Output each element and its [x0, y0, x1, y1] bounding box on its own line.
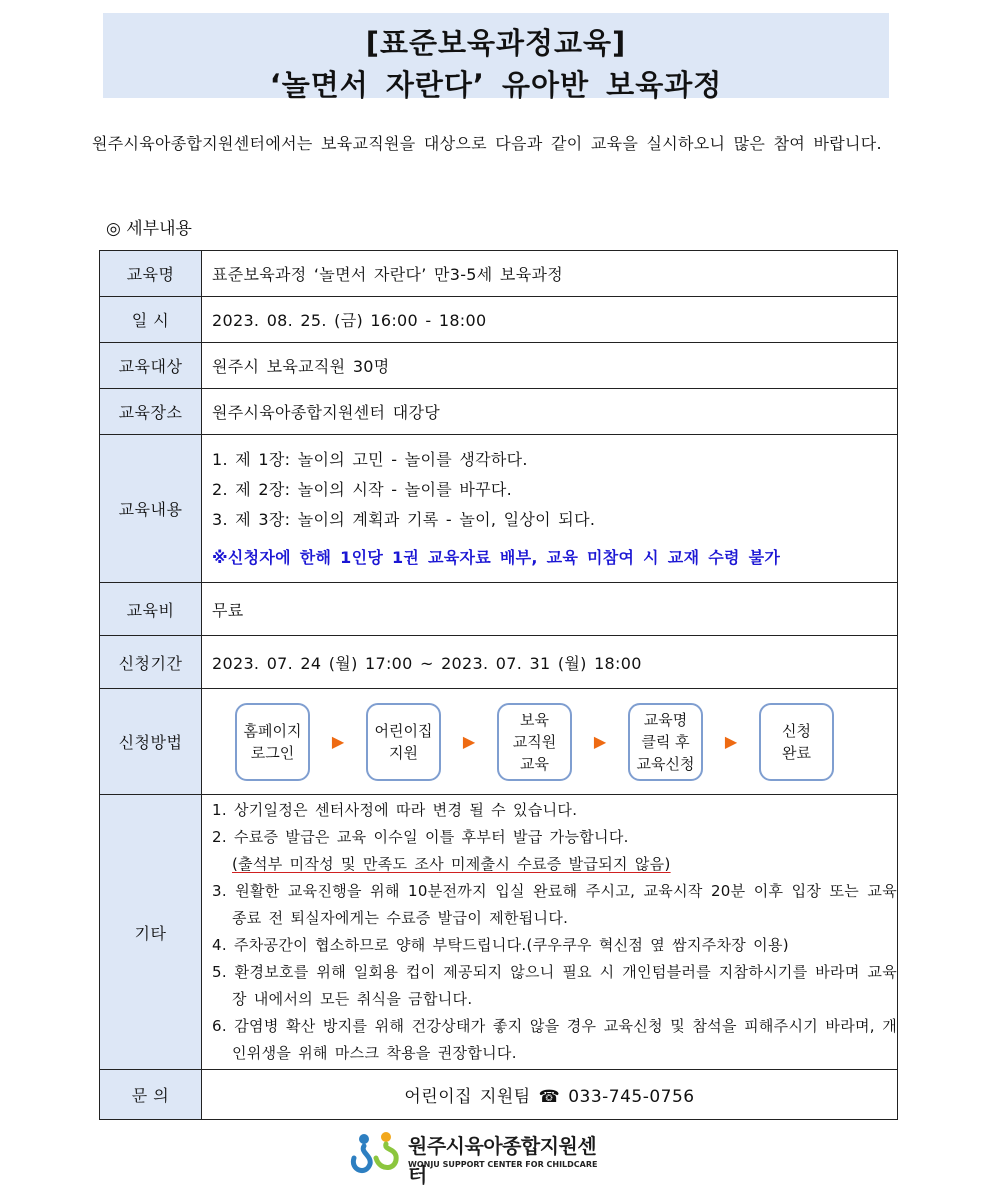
- label-contact: 문 의: [100, 1070, 202, 1120]
- content-item: 2. 제 2장: 놀이의 시작 - 놀이를 바꾸다.: [212, 479, 513, 499]
- content-item: 1. 제 1장: 놀이의 고민 - 놀이를 생각하다.: [212, 449, 528, 469]
- row-content: [100, 435, 898, 583]
- value-contact: 어린이집 지원팀 ☎ 033-745-0756: [202, 1070, 898, 1120]
- label-fee: 교육비: [100, 583, 202, 636]
- value-course-name: 표준보육과정 ‘놀면서 자란다’ 만3-5세 보육과정: [202, 251, 898, 297]
- label-misc: 기타: [100, 795, 202, 1070]
- org-logo: [346, 1128, 606, 1187]
- row-datetime: [100, 297, 898, 343]
- row-target: [100, 343, 898, 389]
- details-table: [99, 250, 898, 1120]
- misc-item: 6. 감염병 확산 방지를 위해 건강상태가 좋지 않을 경우 교육신청 및 참석을 피해주시기 바라며, 개인위생을 위해 마스크 착용을 권장합니다.: [212, 1017, 897, 1062]
- label-course-name: 교육명: [100, 251, 202, 297]
- content-item: 3. 제 3장: 놀이의 계획과 기록 - 놀이, 일상이 되다.: [212, 509, 596, 529]
- row-place: [100, 389, 898, 435]
- org-name: 원주시육아종합지원센터: [408, 1134, 597, 1187]
- step-staff-education: 보육 교직원 교육: [497, 703, 572, 781]
- step-daycare-support: 어린이집 지원: [366, 703, 441, 781]
- row-fee: [100, 583, 898, 636]
- value-method: [202, 689, 898, 795]
- misc-item: 3. 원활한 교육진행을 위해 10분전까지 입실 완료해 주시고, 교육시작 20분 이후 입장 또는 교육 종료 전 퇴실자에게는 수료증 발급이 제한됩니다.: [212, 882, 897, 927]
- value-target: 원주시 보육교직원 30명: [202, 343, 898, 389]
- application-flow: [202, 703, 897, 781]
- row-method: [100, 689, 898, 795]
- step-homepage-login: 홈페이지 로그인: [235, 703, 310, 781]
- arrow-right-icon: ▶: [724, 732, 738, 751]
- misc-item: 1. 상기일정은 센터사정에 따라 변경 될 수 있습니다.: [212, 801, 578, 819]
- label-target: 교육대상: [100, 343, 202, 389]
- label-period: 신청기간: [100, 636, 202, 689]
- misc-item-note: (출석부 미작성 및 만족도 조사 미제출시 수료증 발급되지 않음): [232, 855, 671, 873]
- section-label: ◎ 세부내용: [106, 219, 192, 239]
- arrow-right-icon: ▶: [331, 732, 345, 751]
- step-click-apply: 교육명 클릭 후 교육신청: [628, 703, 703, 781]
- misc-item: 2. 수료증 발급은 교육 이수일 이틀 후부터 발급 가능합니다.: [212, 828, 629, 846]
- label-method: 신청방법: [100, 689, 202, 795]
- row-period: [100, 636, 898, 689]
- row-contact: [100, 1070, 898, 1120]
- org-name-en: WONJU SUPPORT CENTER FOR CHILDCARE: [408, 1160, 598, 1169]
- arrow-right-icon: ▶: [593, 732, 607, 751]
- value-content: [202, 435, 898, 583]
- label-place: 교육장소: [100, 389, 202, 435]
- content-note: ※신청자에 한해 1인당 1권 교육자료 배부, 교육 미참여 시 교재 수령 불가: [212, 547, 781, 567]
- value-period: 2023. 07. 24 (월) 17:00 ~ 2023. 07. 31 (월) 18:00: [202, 636, 898, 689]
- label-datetime: 일 시: [100, 297, 202, 343]
- intro-paragraph: 원주시육아종합지원센터에서는 보육교직원을 대상으로 다음과 같이 교육을 실시하오니 많은 참여 바랍니다.: [92, 134, 882, 153]
- title-line-2: ‘놀면서 자란다’ 유아반 보육과정: [269, 68, 723, 102]
- value-fee: 무료: [202, 583, 898, 636]
- title-banner: [103, 13, 889, 102]
- title-line-1: [표준보육과정교육]: [365, 26, 627, 60]
- value-datetime: 2023. 08. 25. (금) 16:00 - 18:00: [202, 297, 898, 343]
- value-place: 원주시육아종합지원센터 대강당: [202, 389, 898, 435]
- misc-item: 5. 환경보호를 위해 일회용 컵이 제공되지 않으니 필요 시 개인텀블러를 지참하시기를 바라며 교육장 내에서의 모든 취식을 금합니다.: [212, 963, 897, 1008]
- misc-item: 4. 주차공간이 협소하므로 양해 부탁드립니다.(쿠우쿠우 혁신점 옆 쌈지주차장 이용): [212, 936, 789, 954]
- arrow-right-icon: ▶: [462, 732, 476, 751]
- step-complete: 신청 완료: [759, 703, 834, 781]
- row-course-name: [100, 251, 898, 297]
- org-logo-icon: [346, 1128, 406, 1178]
- value-misc: [202, 795, 898, 1070]
- label-content: 교육내용: [100, 435, 202, 583]
- row-misc: [100, 795, 898, 1070]
